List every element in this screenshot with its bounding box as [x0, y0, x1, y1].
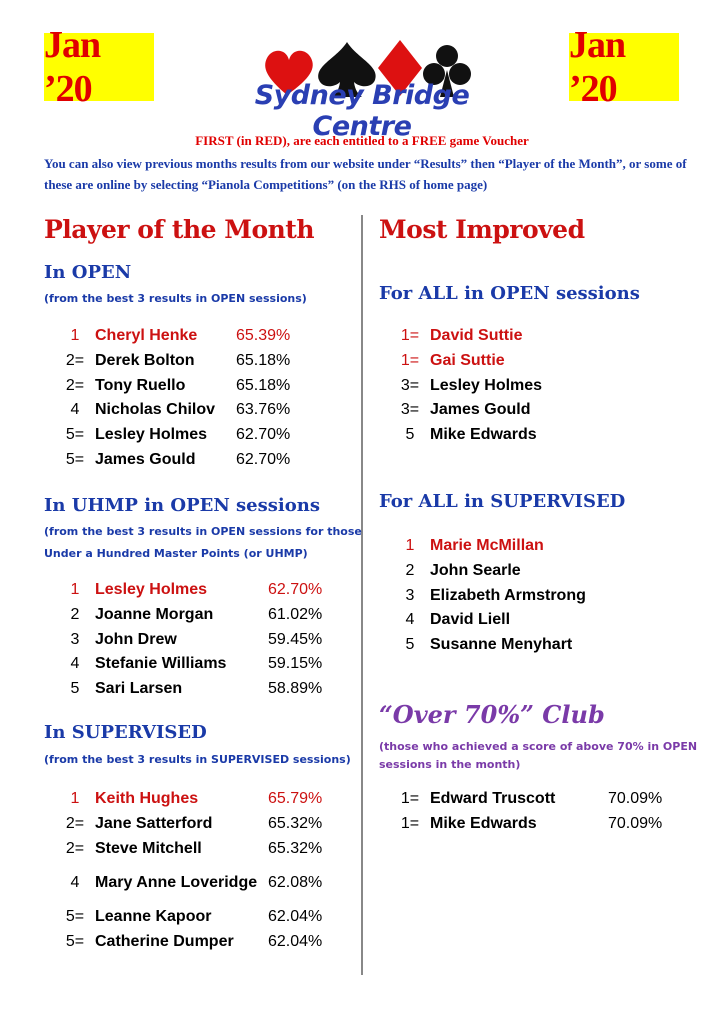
- result-row: [55, 578, 348, 603]
- player-name: James Gould: [430, 401, 531, 419]
- player-name: Mike Edwards: [430, 426, 537, 444]
- rank: 2=: [65, 352, 85, 370]
- result-row: [55, 324, 306, 349]
- result-row: [55, 787, 348, 812]
- result-row: [390, 398, 630, 423]
- rank: 5=: [65, 426, 85, 444]
- most-improved-title: Most Improved: [379, 215, 585, 244]
- website-notice: You can also view previous months results from our website under “Results” then “Player of the Month”, or some of these are online by selecting “Pianola Competitions” (on the RHS of home page): [44, 156, 687, 192]
- score: 62.70%: [236, 426, 291, 444]
- result-row: [390, 373, 630, 398]
- player-name: Marie McMillan: [430, 537, 544, 555]
- result-row: [55, 930, 348, 955]
- result-row: [390, 633, 630, 658]
- score: 70.09%: [608, 790, 663, 808]
- result-row: [390, 608, 630, 633]
- player-name: Lesley Holmes: [95, 581, 208, 599]
- score: 62.04%: [268, 908, 323, 926]
- voucher-notice: FIRST (in RED), are each entitled to a FREE game Voucher: [195, 133, 529, 148]
- player-name: Tony Ruello: [95, 376, 186, 394]
- result-row: [55, 861, 348, 905]
- logo-wordmark: Sydney Bridge Centre: [254, 80, 470, 142]
- player-name: Lesley Holmes: [430, 376, 543, 394]
- mi-open-list: [390, 324, 630, 447]
- score: 70.09%: [608, 815, 663, 833]
- uhmp-heading: In UHMP in OPEN sessions: [44, 495, 320, 516]
- score: 65.18%: [236, 352, 291, 370]
- player-name: John Searle: [430, 562, 521, 580]
- player-name: Jane Satterford: [95, 815, 213, 833]
- result-row: [55, 677, 348, 702]
- score: 65.32%: [268, 839, 323, 857]
- player-name: Steve Mitchell: [95, 839, 202, 857]
- score: 59.45%: [268, 630, 323, 648]
- over-70-note-line-2: sessions in the month): [379, 758, 521, 771]
- result-row: [55, 603, 348, 628]
- rank: 5=: [65, 908, 85, 926]
- rank: 1: [405, 537, 415, 555]
- rank: 3=: [400, 401, 420, 419]
- result-row: [55, 812, 348, 837]
- rank: 5=: [65, 450, 85, 468]
- player-of-month-title: Player of the Month: [44, 215, 315, 244]
- rank: 3=: [400, 376, 420, 394]
- player-name: Stefanie Williams: [95, 655, 227, 673]
- result-row: [390, 423, 630, 448]
- over-70-note-line-1: (those who achieved a score of above 70% in OPEN: [379, 740, 698, 753]
- rank: 1: [70, 581, 80, 599]
- player-name: Leanne Kapoor: [95, 908, 212, 926]
- mi-supervised-list: [390, 534, 630, 657]
- rank: 2=: [65, 815, 85, 833]
- score: 62.04%: [268, 933, 323, 951]
- mi-open-heading: For ALL in OPEN sessions: [379, 283, 640, 304]
- rank: 2: [405, 562, 415, 580]
- result-row: [390, 324, 630, 349]
- score: 59.15%: [268, 655, 323, 673]
- player-name: James Gould: [95, 450, 196, 468]
- rank: 4: [405, 611, 415, 629]
- score: 65.32%: [268, 815, 323, 833]
- rank: 5: [405, 426, 415, 444]
- open-note: (from the best 3 results in OPEN sessions): [44, 292, 307, 305]
- rank: 2: [70, 606, 80, 624]
- supervised-heading: In SUPERVISED: [44, 722, 207, 743]
- date-badge-left: Jan ’20: [44, 33, 154, 101]
- result-row: [390, 559, 630, 584]
- rank: 5: [70, 680, 80, 698]
- over-70-list: [390, 787, 678, 836]
- rank: 1: [70, 327, 80, 345]
- result-row: [55, 652, 348, 677]
- result-row: [55, 836, 348, 861]
- player-name: Susanne Menyhart: [430, 636, 573, 654]
- result-row: [390, 534, 630, 559]
- score: 65.18%: [236, 376, 291, 394]
- uhmp-note-line-1: (from the best 3 results in OPEN sessions for those: [44, 525, 362, 538]
- player-name: Sari Larsen: [95, 680, 183, 698]
- score: 62.70%: [236, 450, 291, 468]
- result-row: [55, 349, 306, 374]
- rank: 4: [70, 401, 80, 419]
- result-row: [390, 349, 630, 374]
- supervised-results-list: [55, 787, 348, 954]
- result-row: [390, 812, 678, 837]
- score: 58.89%: [268, 680, 323, 698]
- uhmp-results-list: [55, 578, 348, 701]
- rank: 2=: [65, 839, 85, 857]
- player-name: John Drew: [95, 630, 177, 648]
- rank: 5: [405, 636, 415, 654]
- rank: 1=: [400, 815, 420, 833]
- player-name: Gai Suttie: [430, 352, 505, 370]
- result-row: [55, 423, 306, 448]
- rank: 3: [70, 630, 80, 648]
- rank: 1=: [400, 352, 420, 370]
- score: 63.76%: [236, 401, 291, 419]
- result-row: [55, 905, 348, 930]
- player-name: Nicholas Chilov: [95, 401, 216, 419]
- score: 65.39%: [236, 327, 291, 345]
- player-name: David Suttie: [430, 327, 523, 345]
- player-name: Mary Anne Loveridge: [95, 874, 258, 892]
- result-row: [390, 583, 630, 608]
- rank: 4: [70, 874, 80, 892]
- player-name: David Liell: [430, 611, 511, 629]
- rank: 5=: [65, 933, 85, 951]
- mi-supervised-heading: For ALL in SUPERVISED: [379, 491, 626, 512]
- result-row: [390, 787, 678, 812]
- player-name: Derek Bolton: [95, 352, 195, 370]
- result-row: [55, 627, 348, 652]
- player-name: Catherine Dumper: [95, 933, 234, 951]
- player-name: Keith Hughes: [95, 790, 199, 808]
- open-results-list: [55, 324, 306, 472]
- rank: 1: [70, 790, 80, 808]
- uhmp-note-line-2: Under a Hundred Master Points (or UHMP): [44, 547, 308, 560]
- player-name: Cheryl Henke: [95, 327, 198, 345]
- score: 62.70%: [268, 581, 323, 599]
- result-row: [55, 398, 306, 423]
- date-badge-right: Jan ’20: [569, 33, 679, 101]
- result-row: [55, 373, 306, 398]
- rank: 2=: [65, 376, 85, 394]
- uhmp-note: [44, 521, 362, 565]
- over-70-title: “Over 70%” Club: [379, 700, 605, 729]
- open-heading: In OPEN: [44, 262, 132, 283]
- score: 61.02%: [268, 606, 323, 624]
- rank: 3: [405, 586, 415, 604]
- score: 65.79%: [268, 790, 323, 808]
- over-70-note: [379, 738, 697, 774]
- player-name: Elizabeth Armstrong: [430, 586, 586, 604]
- player-name: Mike Edwards: [430, 815, 537, 833]
- score: 62.08%: [268, 874, 323, 892]
- result-row: [55, 447, 306, 472]
- rank: 1=: [400, 327, 420, 345]
- rank: 1=: [400, 790, 420, 808]
- column-divider: [361, 215, 363, 975]
- player-name: Joanne Morgan: [95, 606, 214, 624]
- supervised-note: (from the best 3 results in SUPERVISED sessions): [44, 753, 351, 766]
- rank: 4: [70, 655, 80, 673]
- player-name: Edward Truscott: [430, 790, 556, 808]
- player-name: Lesley Holmes: [95, 426, 208, 444]
